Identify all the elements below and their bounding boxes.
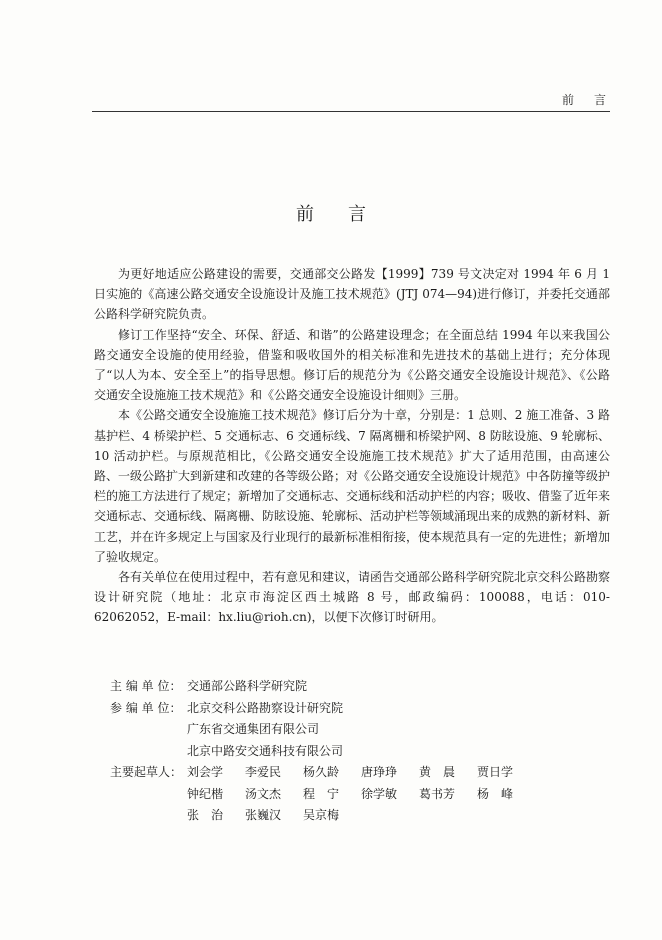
running-head: 前言	[561, 93, 626, 107]
drafter-name: 杨久龄	[303, 765, 340, 779]
drafter-name: 钟纪楷	[187, 786, 224, 801]
drafter-name: 汤文杰	[245, 786, 282, 801]
paragraph: 修订工作坚持“安全、环保、舒适、和谐”的公路建设理念；在全面总结 1994 年以来我国公路交通安全设施的使用经验，借鉴和吸收国外的相关标准和先进技术的基础上进行；充分体现了“以人为本、安全至上”的指导思想。修订后的规范分为《公路交通安全设施设计规范》、《公路交通安全设施施工技术规范》和《公路交通安全设施设计细则》三册。	[94, 327, 610, 403]
participant-org: 北京中路安交通科技有限公司	[187, 743, 344, 758]
participants-row	[110, 698, 610, 763]
drafter-name: 黄 晨	[419, 765, 456, 779]
page-title: 前言	[296, 204, 400, 225]
editor-row	[110, 676, 610, 698]
drafter-name: 葛书芳	[419, 786, 456, 801]
drafter-name: 贾日学	[477, 765, 514, 779]
drafter-name: 吴京梅	[303, 808, 340, 822]
drafters-row	[110, 762, 610, 827]
drafter-line	[187, 762, 610, 784]
editor-label: 主 编 单 位：	[110, 679, 182, 693]
drafter-name: 刘会学	[187, 765, 224, 779]
body-text	[94, 264, 610, 628]
paragraph: 为更好地适应公路建设的需要，交通部交公路发【1999】739 号文决定对 1994 年 6 月 1 日实施的《高速公路交通安全设施设计及施工技术规范》(JTJ 074—94)进行修订，并委托交通部公路科学研究院负责。	[94, 267, 610, 322]
header-rule	[92, 111, 610, 112]
drafter-name: 徐学敏	[361, 786, 398, 801]
participant-org: 北京交科公路勘察设计研究院	[187, 700, 344, 715]
drafter-line	[187, 805, 610, 827]
drafter-name: 张 治	[187, 808, 224, 822]
drafters-label: 主要起草人：	[110, 765, 183, 779]
paragraph: 各有关单位在使用过程中，若有意见和建议，请函告交通部公路科学研究院北京交科公路勘察设计研究院（地址：北京市海淀区西土城路 8 号，邮政编码：100088，电话：010-62062052，E-mail：hx.liu@rioh.cn)，以便下次修订时研用。	[94, 570, 611, 625]
paragraph: 本《公路交通安全设施施工技术规范》修订后分为十章，分别是：1 总则、2 施工准备、3 路基护栏、4 桥梁护栏、5 交通标志、6 交通标线、7 隔离栅和桥梁护网、8 防眩设施、9 轮廓标、10 活动护栏。与原规范相比，《公路交通安全设施施工技术规范》扩大了适用范围，由高速公路、一级公路扩大到新建和改建的各等级公路；对《公路交通安全设施设计规范》中各防撞等级护栏的施工方法进行了规定；新增加了交通标志、交通标线和活动护栏的内容；吸收、借鉴了近年来交通标志、交通标线、隔离栅、防眩设施、轮廓标、活动护栏等领域涌现出来的成熟的新材料、新工艺，并在许多规定上与国家及行业现行的最新标准相衔接，使本规范具有一定的先进性；新增加了验收规定。	[94, 408, 611, 564]
drafter-name: 张巍汉	[245, 808, 282, 822]
participants-label: 参 编 单 位：	[110, 700, 182, 715]
drafter-name: 李爱民	[245, 765, 282, 779]
editor-org: 交通部公路科学研究院	[187, 679, 308, 693]
drafter-line	[187, 784, 610, 806]
drafter-name: 唐琤琤	[361, 765, 398, 779]
drafter-name: 杨 峰	[477, 786, 514, 801]
drafter-name: 程 宁	[303, 786, 340, 801]
participant-org: 广东省交通集团有限公司	[187, 722, 320, 736]
credits-block	[110, 676, 610, 827]
